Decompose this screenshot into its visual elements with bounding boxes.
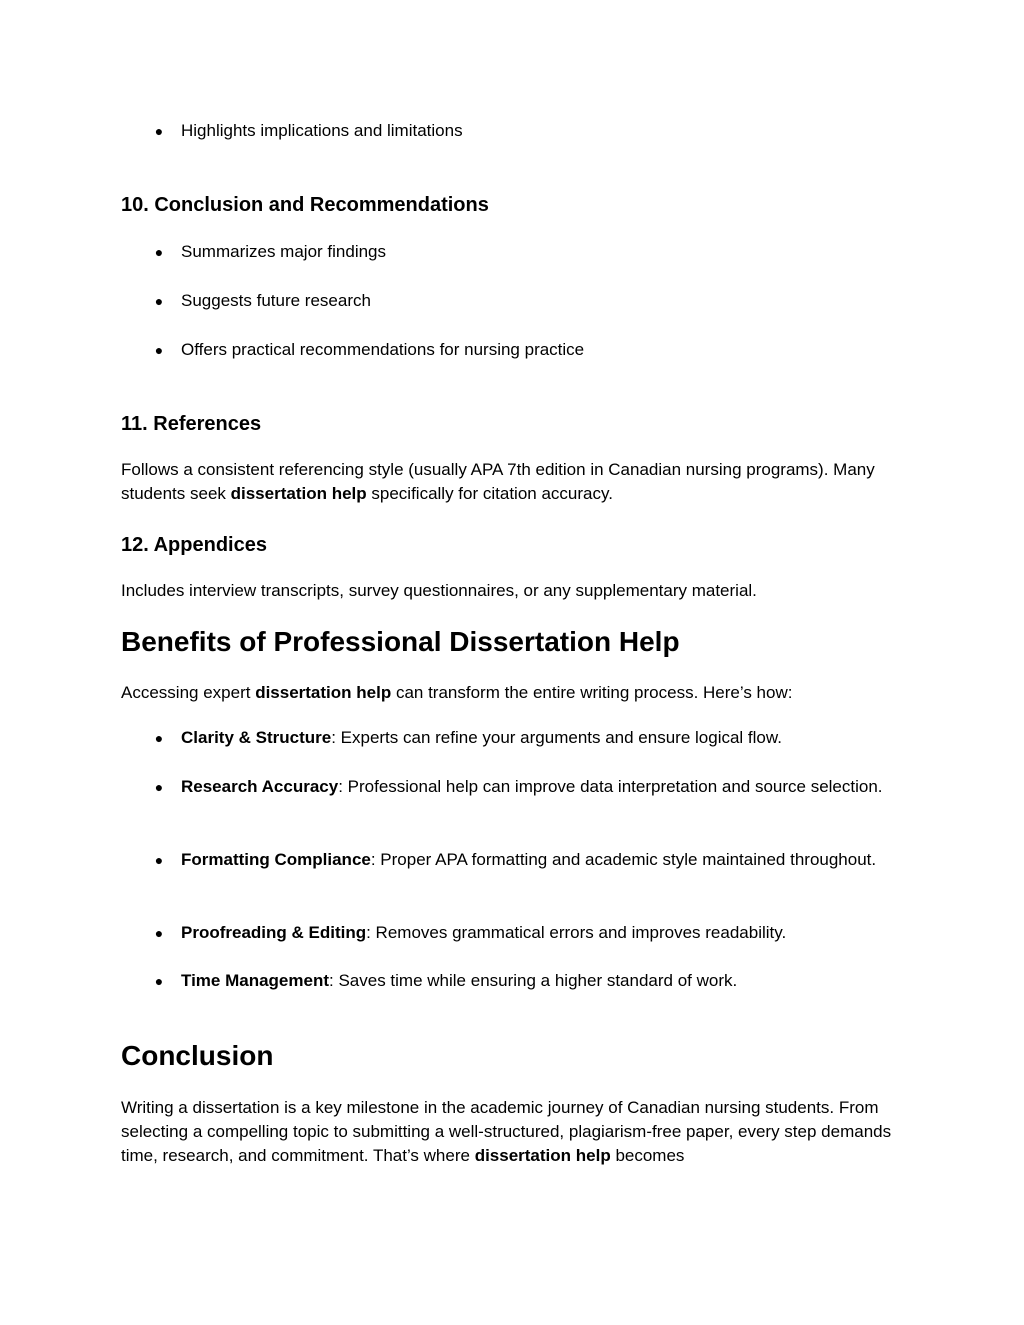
benefit-item xyxy=(153,726,893,750)
benefit-item-text xyxy=(181,921,893,945)
bullet-icon: ● xyxy=(154,730,164,746)
bullet-icon: ● xyxy=(154,973,164,989)
bullet-icon: ● xyxy=(154,342,164,358)
benefit-title: Formatting Compliance xyxy=(181,850,371,869)
paragraph-text: Follows a consistent referencing style (usually APA 7th edition in Canadian nursing programs). Many students seek xyxy=(121,460,875,503)
section-heading-12: 12. Appendices xyxy=(121,534,267,556)
benefit-title: Time Management xyxy=(181,971,330,990)
conclusion-heading: Conclusion xyxy=(121,1040,274,1071)
bold-keyword: dissertation help xyxy=(474,1146,611,1165)
bold-keyword: dissertation help xyxy=(255,683,392,702)
benefit-description: : Removes grammatical errors and improves readability. xyxy=(366,923,787,942)
paragraph-text: specifically for citation accuracy. xyxy=(366,484,613,503)
bullet-icon: ● xyxy=(154,293,164,309)
paragraph-text: can transform the entire writing process. Here’s how: xyxy=(391,683,793,702)
list-item-text: Highlights implications and limitations xyxy=(181,121,463,140)
benefit-title: Research Accuracy xyxy=(181,777,339,796)
benefits-heading: Benefits of Professional Dissertation Help xyxy=(121,626,680,657)
bullet-icon: ● xyxy=(154,244,164,260)
list-item xyxy=(153,338,893,362)
benefit-description: : Experts can refine your arguments and ensure logical flow. xyxy=(331,728,782,747)
list-item xyxy=(153,119,893,143)
conclusion-paragraph xyxy=(121,1096,911,1168)
list-item xyxy=(153,289,893,313)
appendices-paragraph: Includes interview transcripts, survey questionnaires, or any supplementary material. xyxy=(121,581,757,600)
benefit-title: Proofreading & Editing xyxy=(181,923,367,942)
section-heading-10: 10. Conclusion and Recommendations xyxy=(121,194,489,216)
benefit-item-text xyxy=(181,726,893,750)
benefit-item-text xyxy=(181,848,893,872)
list-item xyxy=(153,240,893,264)
benefit-item xyxy=(153,848,893,872)
bold-keyword: dissertation help xyxy=(230,484,367,503)
benefit-description: : Proper APA formatting and academic style maintained throughout. xyxy=(370,850,877,869)
list-item-text: Summarizes major findings xyxy=(181,242,387,261)
paragraph-text: Writing a dissertation is a key milestone in the academic journey of Canadian nursing students. From selecting a compelling topic to submitting a well-structured, plagiarism-free paper, every step demands time, research, and commitment. That’s where xyxy=(121,1098,892,1165)
bullet-icon: ● xyxy=(154,852,164,868)
bullet-icon: ● xyxy=(154,779,164,795)
benefit-description: : Saves time while ensuring a higher standard of work. xyxy=(329,971,738,990)
benefit-item xyxy=(153,921,893,945)
bullet-icon: ● xyxy=(154,123,164,139)
list-item-text: Offers practical recommendations for nursing practice xyxy=(181,340,585,359)
benefit-description: : Professional help can improve data interpretation and source selection. xyxy=(338,777,883,796)
paragraph-text: becomes xyxy=(610,1146,685,1165)
section-heading-11: 11. References xyxy=(121,413,262,435)
benefit-item-text xyxy=(181,969,893,993)
paragraph-text: Accessing expert xyxy=(121,683,256,702)
references-paragraph xyxy=(121,458,911,506)
benefit-item xyxy=(153,775,893,799)
benefit-title: Clarity & Structure xyxy=(181,728,332,747)
benefit-item-text xyxy=(181,775,893,799)
list-item-text: Suggests future research xyxy=(181,291,371,310)
benefit-item xyxy=(153,969,893,993)
bullet-icon: ● xyxy=(154,925,164,941)
benefits-intro xyxy=(121,681,911,705)
